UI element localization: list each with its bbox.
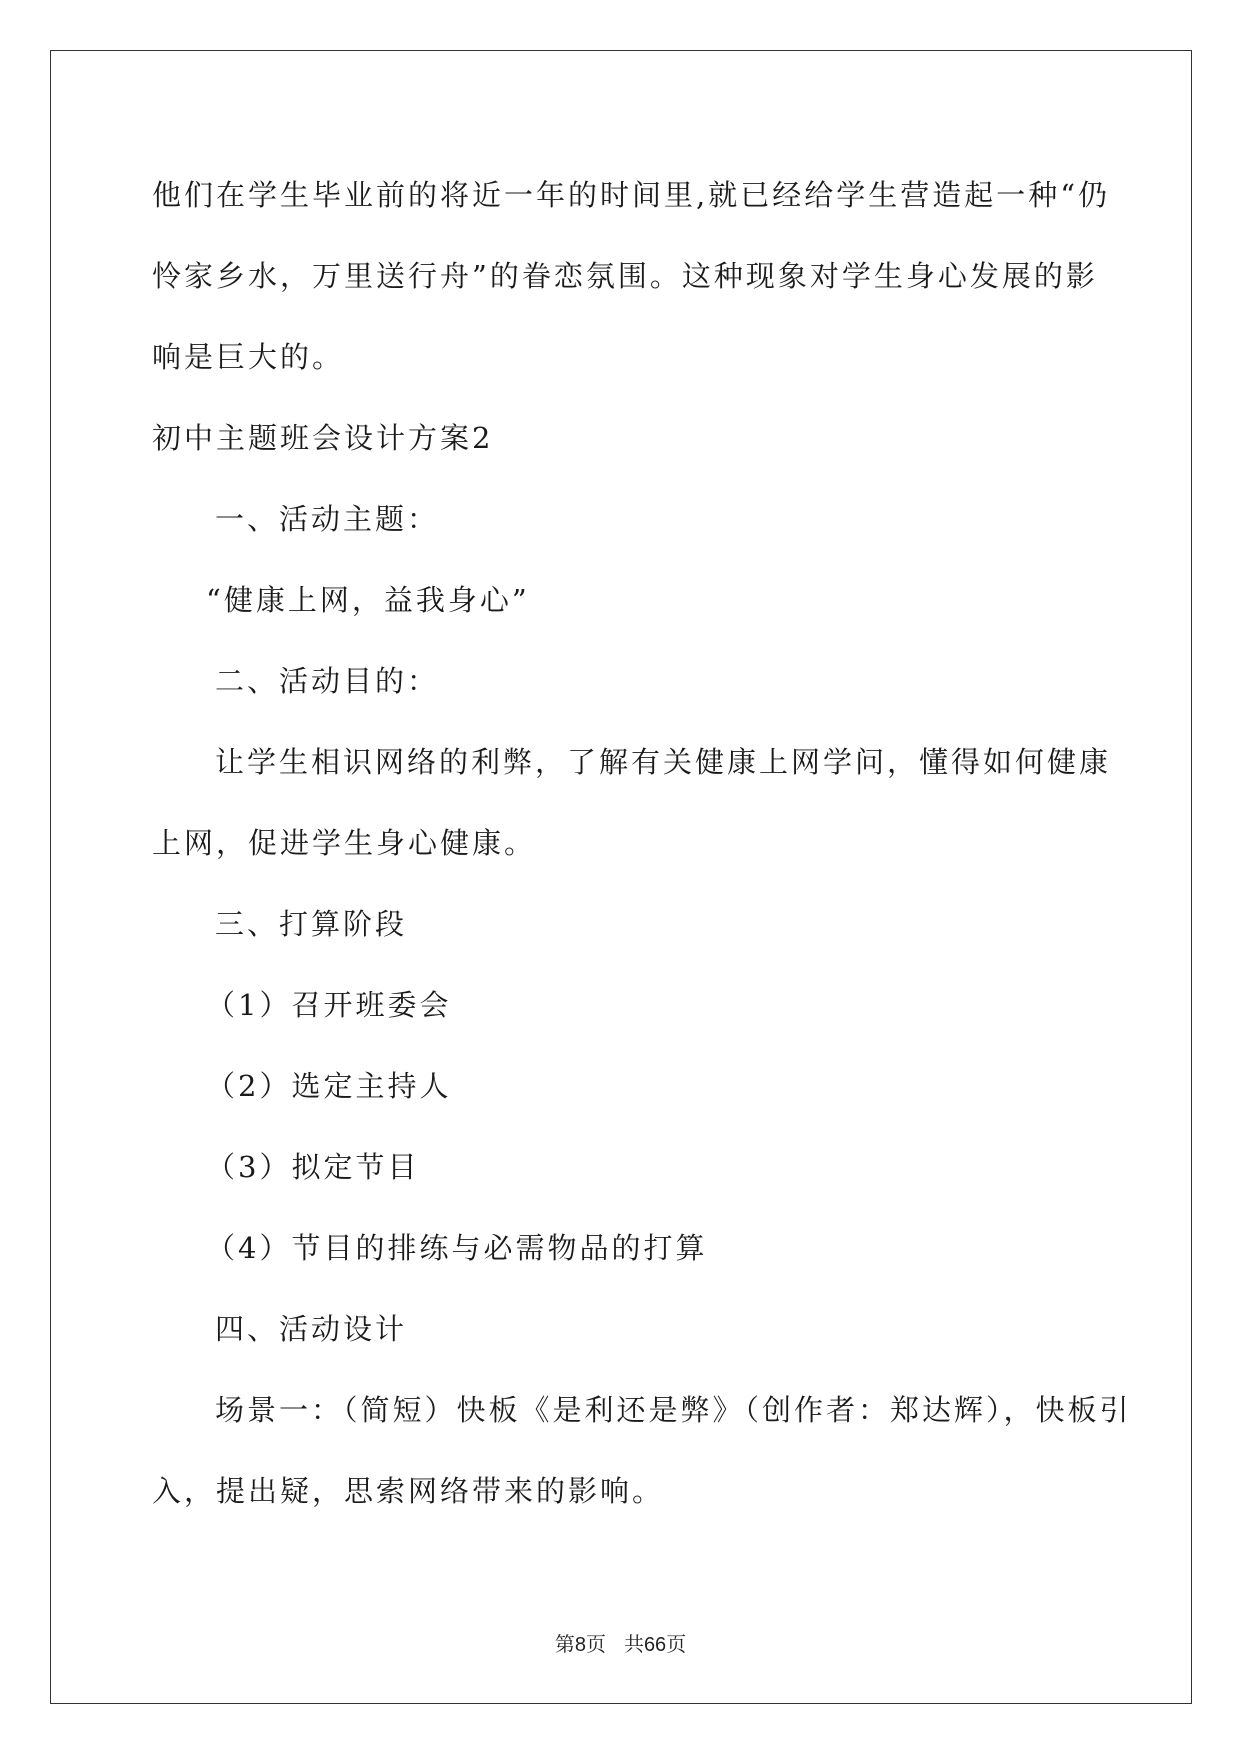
activity-theme-text: “健康上网，益我身心” bbox=[206, 583, 530, 617]
page-number: 8 bbox=[574, 1634, 586, 1656]
list-item: （4）节目的排练与必需物品的打算 bbox=[206, 1231, 708, 1265]
page-footer bbox=[0, 1628, 1241, 1657]
document-body bbox=[152, 155, 1132, 1532]
paragraph-line: 怜家乡水，万里送行舟”的眷恋氛围。这种现象对学生身心发展的影 bbox=[152, 259, 1098, 293]
list-item: （3）拟定节目 bbox=[206, 1150, 420, 1184]
total-prefix: 共 bbox=[623, 1632, 644, 1656]
page-suffix: 页 bbox=[585, 1632, 606, 1656]
page-prefix: 第 bbox=[554, 1632, 575, 1656]
list-item: （1）召开班委会 bbox=[206, 988, 452, 1022]
paragraph-line: 入，提出疑，思索网络带来的影响。 bbox=[152, 1474, 665, 1508]
total-pages: 66 bbox=[643, 1634, 667, 1656]
paragraph-line: 让学生相识网络的利弊，了解有关健康上网学问，懂得如何健康 bbox=[215, 745, 1112, 779]
paragraph-line: 上网，促进学生身心健康。 bbox=[152, 826, 537, 860]
heading-activity-theme: 一、活动主题： bbox=[215, 502, 440, 536]
total-suffix: 页 bbox=[666, 1632, 687, 1656]
paragraph-line: 他们在学生毕业前的将近一年的时间里,就已经给学生营造起一种“仍 bbox=[152, 178, 1111, 212]
paragraph-line: 场景一：（简短）快板《是利还是弊》（创作者：郑达辉），快板引 bbox=[215, 1393, 1132, 1427]
list-item: （2）选定主持人 bbox=[206, 1069, 452, 1103]
heading-activity-purpose: 二、活动目的： bbox=[215, 664, 440, 698]
section-title: 初中主题班会设计方案2 bbox=[152, 421, 494, 455]
heading-preparation-stage: 三、打算阶段 bbox=[215, 907, 408, 941]
heading-activity-design: 四、活动设计 bbox=[215, 1312, 408, 1346]
paragraph-line: 响是巨大的。 bbox=[152, 340, 345, 374]
